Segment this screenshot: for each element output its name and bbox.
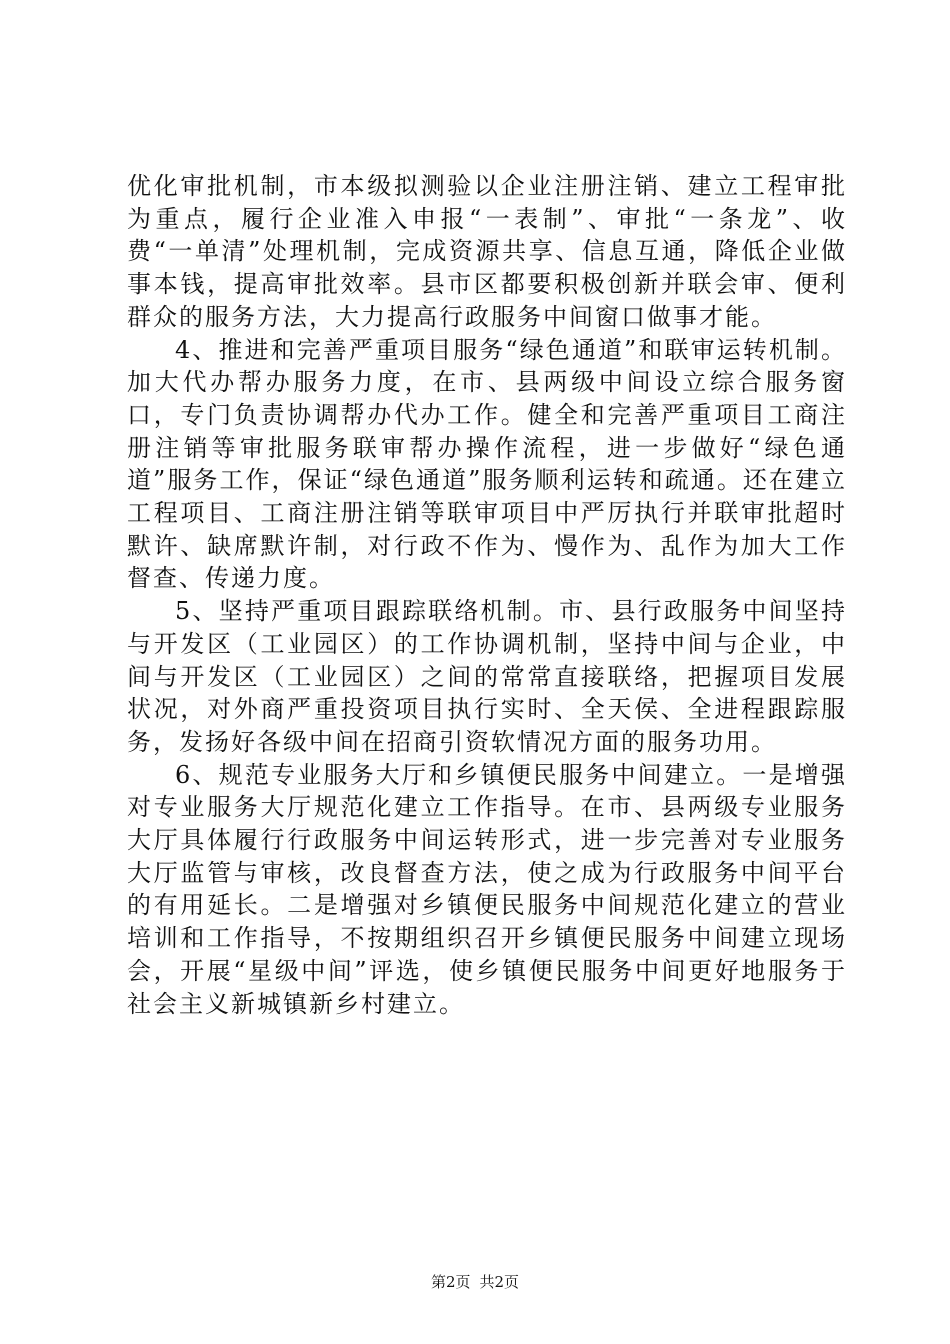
paragraph-2: 4、推进和完善严重项目服务“绿色通道”和联审运转机制。加大代办帮办服务力度，在市、县两级中间设立综合服务窗口，专门负责协调帮办代办工作。健全和完善严重项目工商注册注销等审批服务联审帮办操作流程，进一步做好“绿色通道”服务工作，保证“绿色通道”服务顺利运转和疏通。还在建立工程项目、工商注册注销等联审项目中严厉执行并联审批超时默许、缺席默许制，对行政不作为、慢作为、乱作为加大工作督查、传递力度。 bbox=[127, 335, 847, 593]
paragraph-3: 5、坚持严重项目跟踪联络机制。市、县行政服务中间坚持与开发区（工业园区）的工作协调机制，坚持中间与企业，中间与开发区（工业园区）之间的常常直接联络，把握项目发展状况，对外商严重投资项目执行实时、全天侯、全进程跟踪服务，发扬好各级中间在招商引资软情况方面的服务功用。 bbox=[127, 597, 847, 756]
page-number-total: 共2页 bbox=[479, 1273, 520, 1291]
page-number-current: 第2页 bbox=[430, 1273, 471, 1291]
document-body bbox=[127, 170, 847, 1020]
page-footer bbox=[0, 1272, 950, 1292]
paragraph-4: 6、规范专业服务大厅和乡镇便民服务中间建立。一是增强对专业服务大厅规范化建立工作指导。在市、县两级专业服务大厅具体履行行政服务中间运转形式，进一步完善对专业服务大厅监管与审核，改良督查方法，使之成为行政服务中间平台的有用延长。二是增强对乡镇便民服务中间规范化建立的营业培训和工作指导，不按期组织召开乡镇便民服务中间建立现场会，开展“星级中间”评选，使乡镇便民服务中间更好地服务于社会主义新城镇新乡村建立。 bbox=[127, 760, 847, 1018]
paragraph-1: 优化审批机制，市本级拟测验以企业注册注销、建立工程审批为重点，履行企业准入申报“一表制”、审批“一条龙”、收费“一单清”处理机制，完成资源共享、信息互通，降低企业做事本钱，提高审批效率。县市区都要积极创新并联会审、便利群众的服务方法，大力提高行政服务中间窗口做事才能。 bbox=[127, 172, 847, 331]
